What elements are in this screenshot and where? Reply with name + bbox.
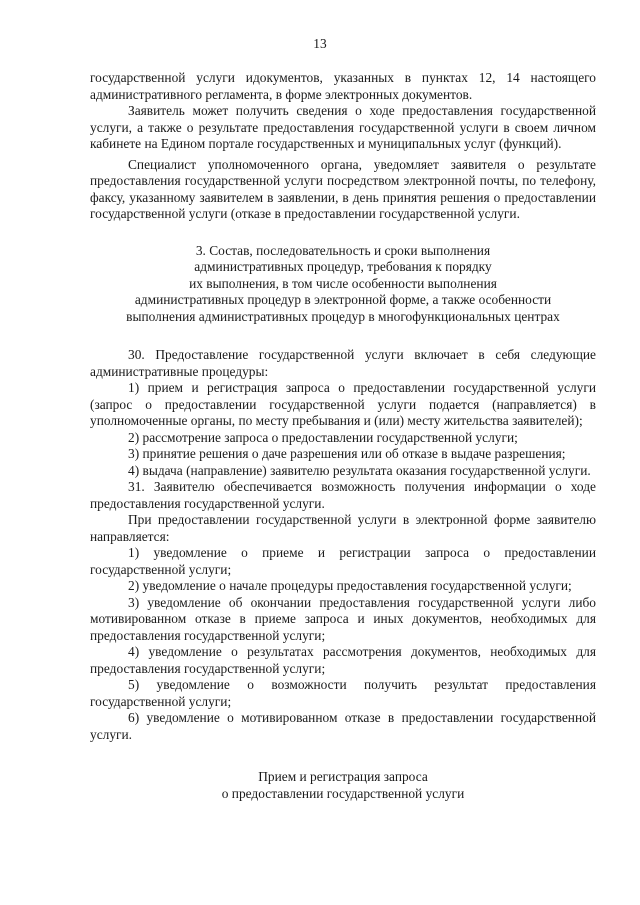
paragraph: 31. Заявителю обеспечивается возможность получения информации о ходе предоставления государственной услуги. bbox=[90, 479, 596, 511]
list-item: 4) уведомление о результатах рассмотрения документов, необходимых для предоставления государственной услуги; bbox=[90, 644, 596, 676]
section-heading-line: их выполнения, в том числе особенности выполнения bbox=[189, 275, 497, 291]
document-body bbox=[90, 70, 596, 802]
paragraph: 30. Предоставление государственной услуги включает в себя следующие административные процедуры: bbox=[90, 347, 596, 379]
list-item: 2) уведомление о начале процедуры предоставления государственной услуги; bbox=[128, 578, 572, 593]
section-heading-line: административных процедур, требования к порядку bbox=[194, 259, 492, 274]
list-item: 4) выдача (направление) заявителю результата оказания государственной услуги. bbox=[128, 462, 591, 478]
section-heading-line: 3. Состав, последовательность и сроки выполнения bbox=[195, 242, 491, 258]
section-heading bbox=[90, 243, 596, 326]
paragraph: При предоставлении государственной услуги в электронной форме заявителю направляется: bbox=[90, 512, 596, 544]
paragraph: Заявитель может получить сведения о ходе предоставления государственной услуги, а также о результате предоставления государственной услуги в своем личном кабинете на Едином портале государственных и муниципальных услуг (функций). bbox=[90, 103, 596, 151]
list-item: 3) уведомление об окончании предоставления государственной услуги либо мотивированном отказе в приеме запроса и иных документов, необходимых для предоставления государственной услуги; bbox=[90, 594, 596, 643]
subsection-heading bbox=[90, 769, 596, 802]
list-item: 1) прием и регистрация запроса о предоставлении государственной услуги (запрос о предоставлении государственной услуги подается (направляется) в уполномоченные органы, по месту пребывания и (или) месту жительства заявителей); bbox=[90, 380, 596, 428]
list-item: 5) уведомление о возможности получить результат предоставления государственной услуги; bbox=[90, 677, 596, 709]
section-heading-line: административных процедур в электронной форме, а также особенности bbox=[134, 292, 552, 307]
list-item: 1) уведомление о приеме и регистрации запроса о предоставлении государственной услуги; bbox=[90, 545, 596, 577]
paragraph: Специалист уполномоченного органа, уведомляет заявителя о результате предоставления государственной услуги посредством электронной почты, по телефону, факсу, указанному заявителем в заявлении, в день принятия решения о предоставлении государственной услуги (отказе в предоставлении государственной услуги. bbox=[90, 156, 596, 221]
page-number: 13 bbox=[313, 36, 327, 51]
list-item: 6) уведомление о мотивированном отказе в предоставлении государственной услуги. bbox=[90, 710, 596, 742]
paragraph-continuation: государственной услуги идокументов, указанных в пунктах 12, 14 настоящего административного регламента, в форме электронных документов. bbox=[90, 70, 596, 102]
subsection-heading-line: Прием и регистрация запроса bbox=[258, 769, 428, 784]
list-item: 3) принятие решения о даче разрешения или об отказе в выдаче разрешения; bbox=[128, 446, 566, 461]
section-heading-line: выполнения административных процедур в многофункциональных центрах bbox=[126, 308, 560, 324]
list-item: 2) рассмотрение запроса о предоставлении государственной услуги; bbox=[128, 429, 518, 445]
subsection-heading-line: о предоставлении государственной услуги bbox=[221, 785, 465, 801]
